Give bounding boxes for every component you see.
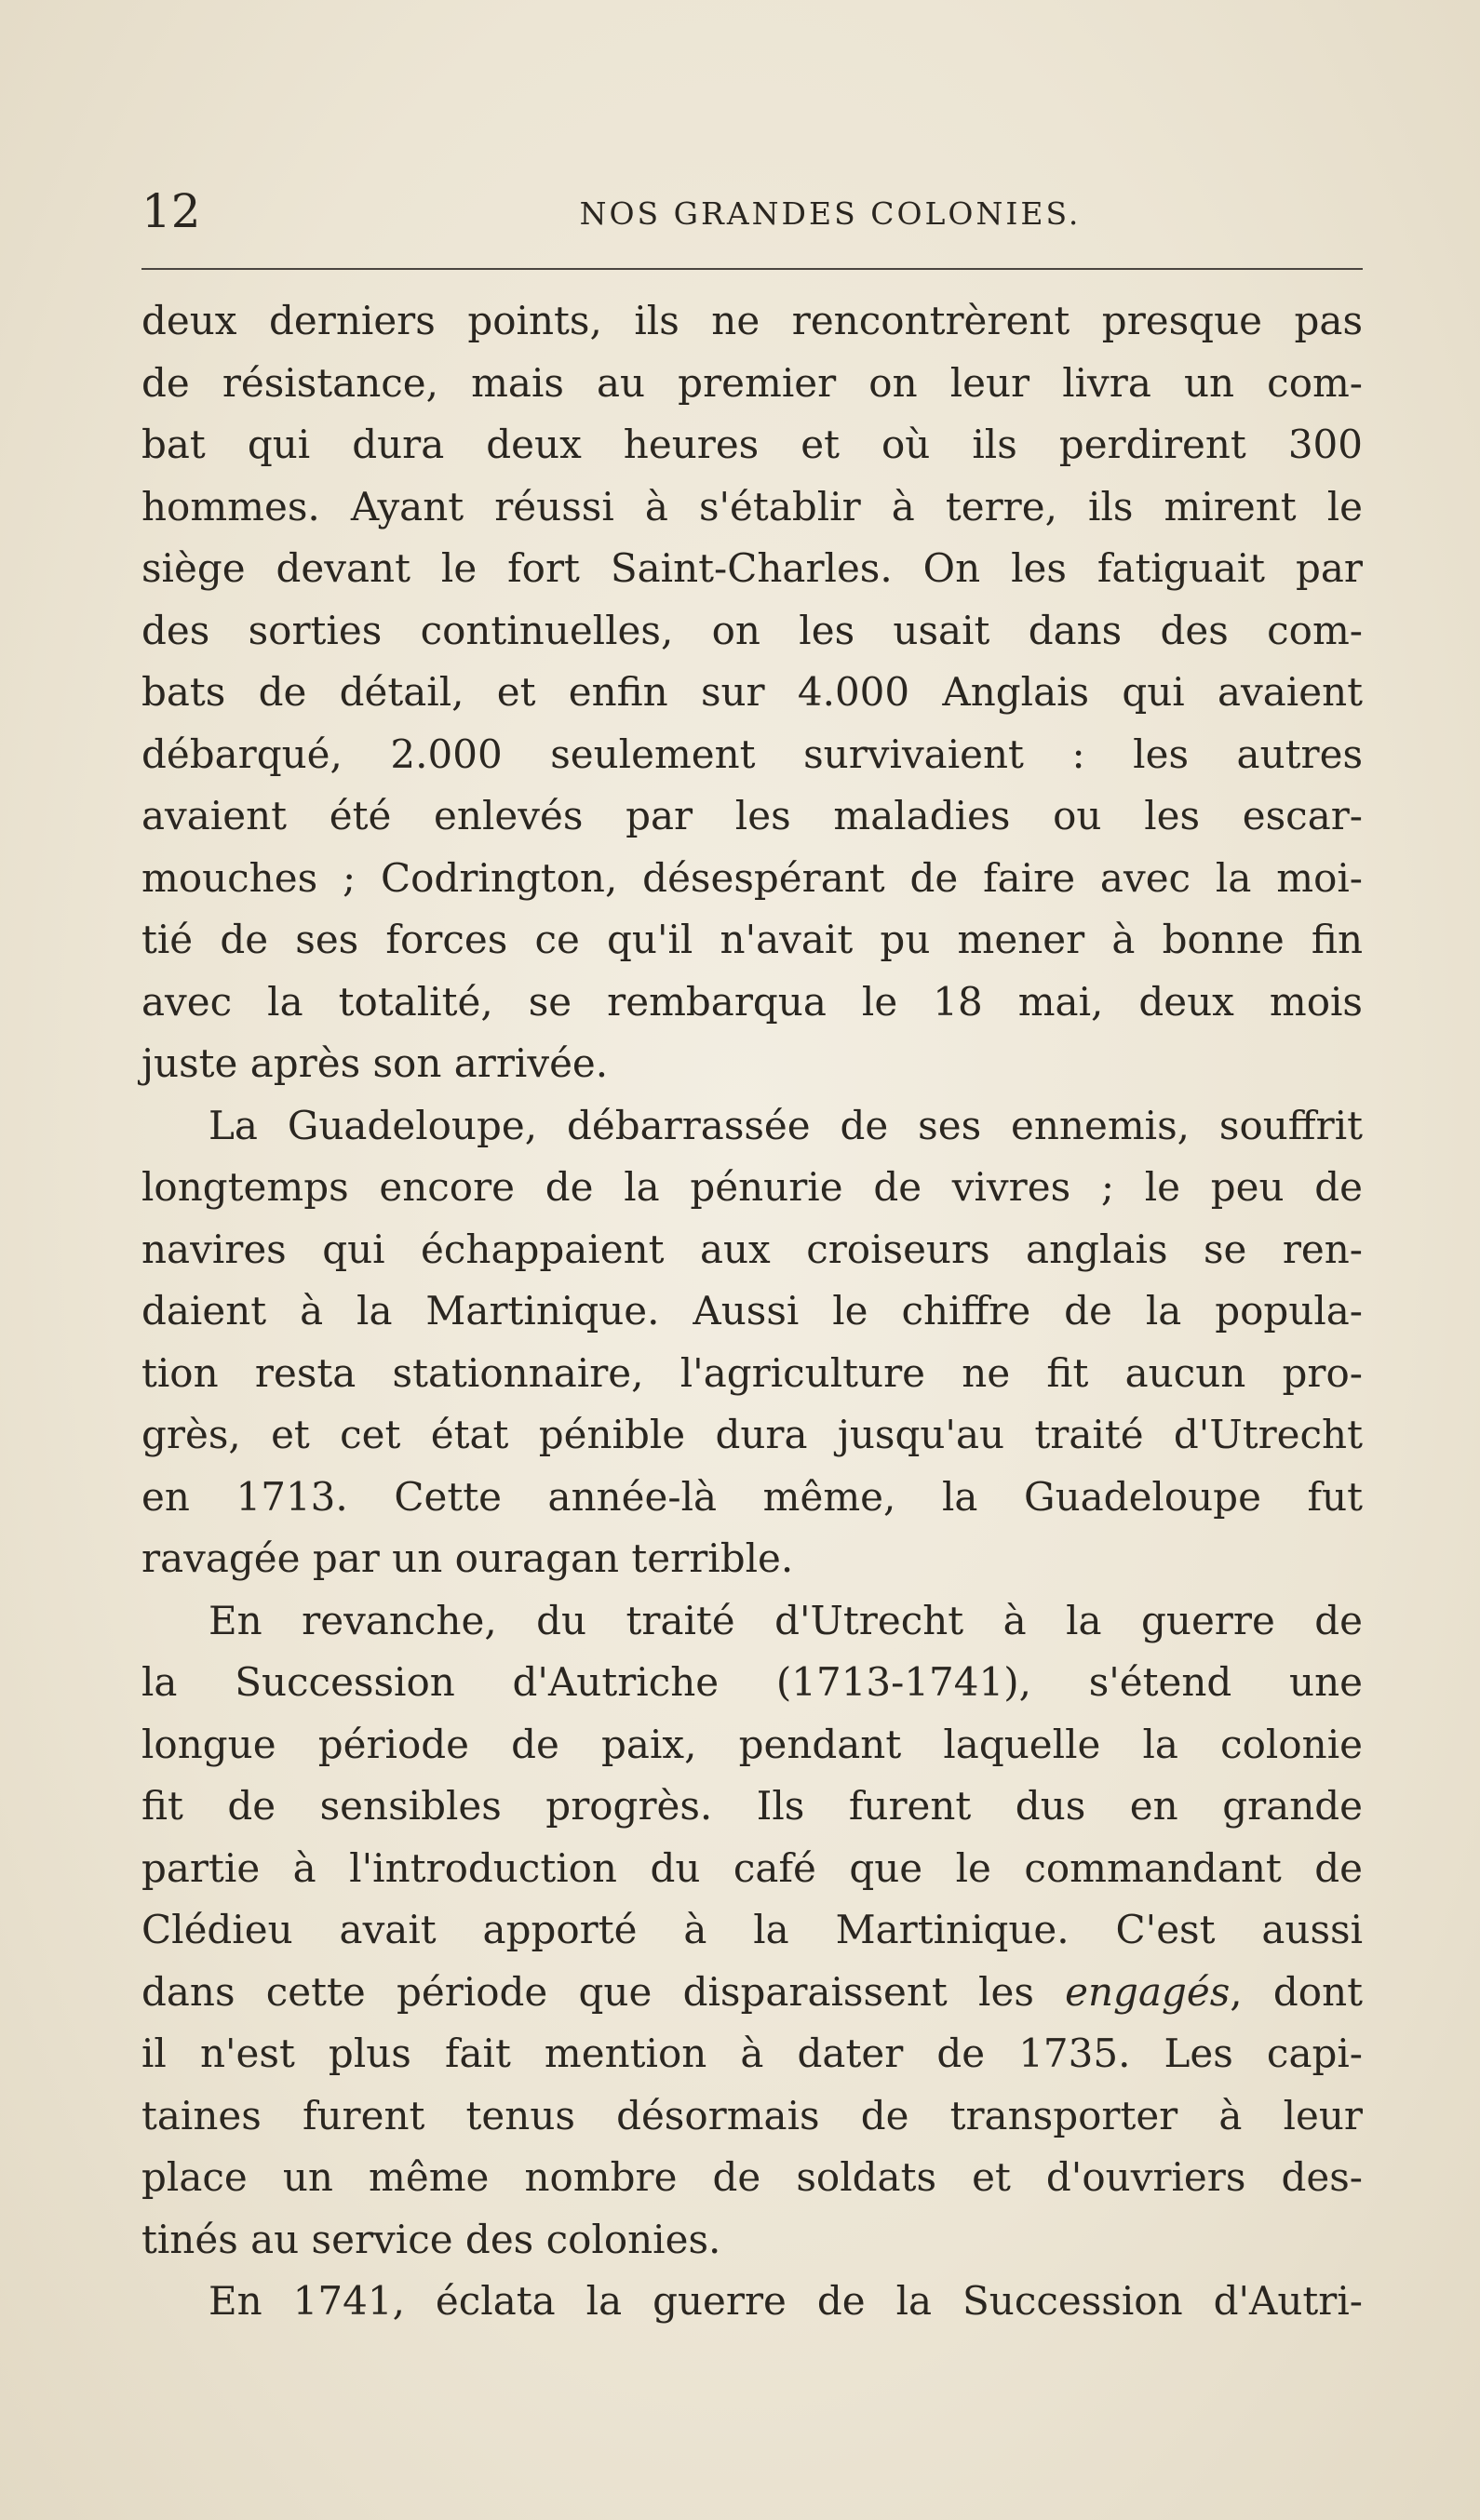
text-line: longtemps encore de la pénurie de vivres ; le peu de bbox=[141, 1164, 1363, 1210]
text-line: grès, et cet état pénible dura jusqu'au traité d'Utrecht bbox=[141, 1412, 1363, 1457]
text-line: siège devant le fort Saint-Charles. On les fatiguait par bbox=[141, 545, 1363, 591]
text-line: de résistance, mais au premier on leur livra un com- bbox=[141, 359, 1363, 406]
text-line: partie à l'introduction du café que le commandant de bbox=[141, 1844, 1363, 1891]
text-line-mixed bbox=[141, 1962, 1363, 2024]
text-line: deux derniers points, ils ne rencontrèrent presque pas bbox=[141, 298, 1363, 343]
italic-term: engagés bbox=[1065, 1968, 1231, 2015]
text-line: place un même nombre de soldats et d'ouvriers des- bbox=[141, 2154, 1363, 2200]
text-line: En 1741, éclata la guerre de la Succession d'Autri- bbox=[209, 2278, 1363, 2324]
text-line: tion resta stationnaire, l'agriculture ne fit aucun pro- bbox=[141, 1349, 1363, 1396]
text-line: longue période de paix, pendant laquelle la colonie bbox=[141, 1721, 1363, 1767]
text-line: bat qui dura deux heures et où ils perdirent 300 bbox=[141, 422, 1363, 467]
text-segment: , dont bbox=[1230, 1968, 1363, 2015]
text-line: Clédieu avait apporté à la Martinique. C'est aussi bbox=[141, 1907, 1363, 1952]
running-title: NOS GRANDES COLONIES. bbox=[579, 195, 1082, 232]
text-line: navires qui échappaient aux croiseurs anglais se ren- bbox=[141, 1226, 1363, 1272]
text-line: En revanche, du traité d'Utrecht à la guerre de bbox=[209, 1597, 1363, 1643]
text-line: fit de sensibles progrès. Ils furent dus en grande bbox=[141, 1783, 1363, 1829]
text-line: des sorties continuelles, on les usait dans des com- bbox=[141, 607, 1363, 653]
text-line: bats de détail, et enfin sur 4.000 Anglais qui avaient bbox=[141, 669, 1363, 715]
text-line: il n'est plus fait mention à dater de 1735. Les capi- bbox=[141, 2031, 1363, 2076]
header-rule bbox=[141, 268, 1363, 270]
text-line: hommes. Ayant réussi à s'établir à terre, ils mirent le bbox=[141, 483, 1363, 529]
body-text bbox=[141, 290, 1363, 2333]
text-line: La Guadeloupe, débarrassée de ses ennemis, souffrit bbox=[209, 1102, 1363, 1148]
text-line: avec la totalité, se rembarqua le 18 mai, deux mois bbox=[141, 978, 1363, 1025]
text-line: daient à la Martinique. Aussi le chiffre de la popula- bbox=[141, 1288, 1363, 1334]
text-line: avaient été enlevés par les maladies ou les escar- bbox=[141, 793, 1363, 838]
text-line: taines furent tenus désormais de transporter à leur bbox=[141, 2092, 1363, 2138]
text-segment: dans cette période que disparaissent les bbox=[141, 1968, 1034, 2015]
text-line: tié de ses forces ce qu'il n'avait pu mener à bonne fin bbox=[141, 917, 1363, 962]
page-header bbox=[141, 179, 1361, 244]
text-line: ravagée par un ouragan terrible. bbox=[141, 1535, 794, 1581]
text-line: débarqué, 2.000 seulement survivaient : les autres bbox=[141, 731, 1363, 777]
text-line: la Succession d'Autriche (1713-1741), s'étend une bbox=[141, 1659, 1363, 1705]
text-line: tinés au service des colonies. bbox=[141, 2216, 721, 2262]
text-line: mouches ; Codrington, désespérant de faire avec la moi- bbox=[141, 854, 1363, 901]
page-number: 12 bbox=[141, 184, 201, 238]
text-line: juste après son arrivée. bbox=[141, 1040, 609, 1086]
text-line: en 1713. Cette année-là même, la Guadeloupe fut bbox=[141, 1473, 1363, 1520]
